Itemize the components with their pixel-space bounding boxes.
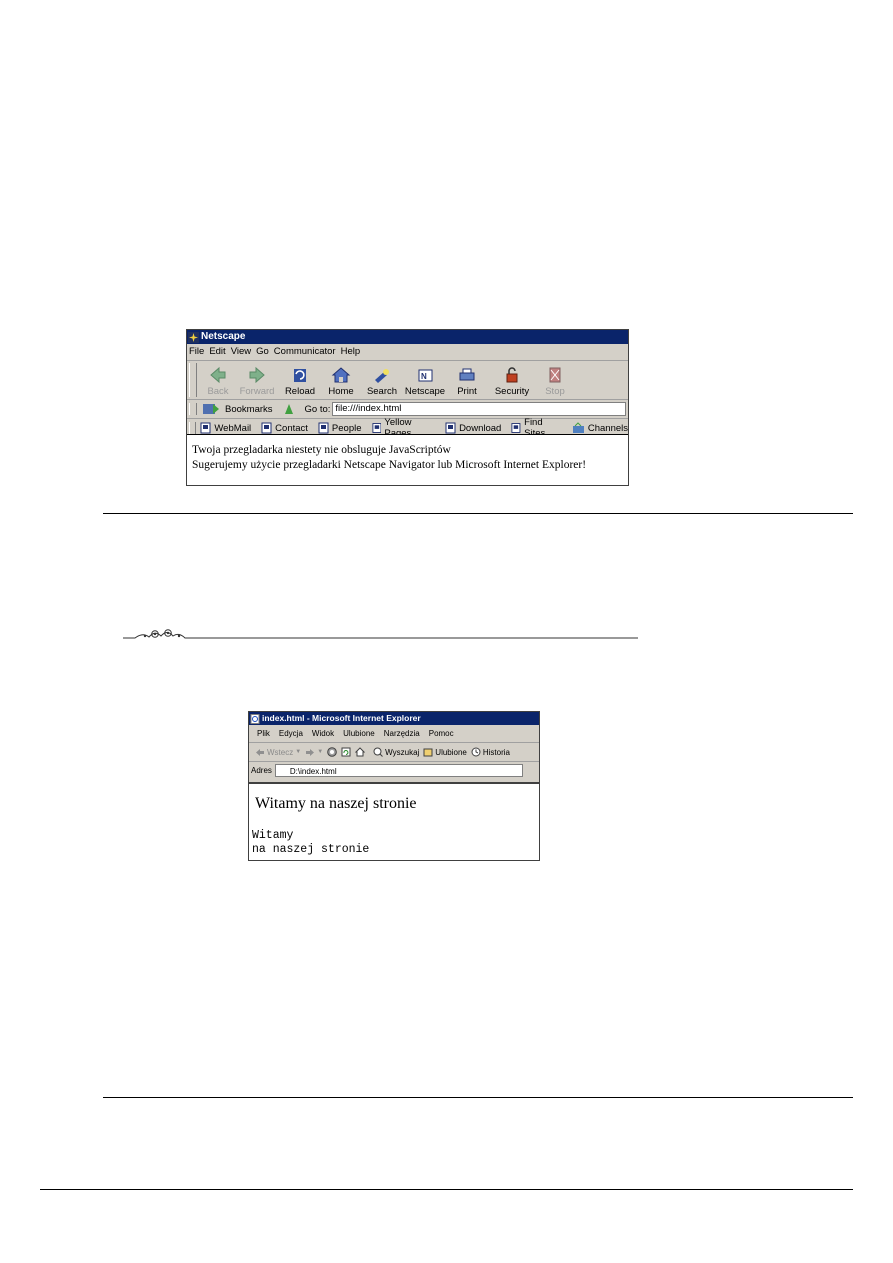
goto-label: Go to: bbox=[304, 403, 331, 415]
menu-edycja[interactable]: Edycja bbox=[278, 729, 303, 738]
history-clock-icon bbox=[471, 747, 481, 757]
favorites-folder-icon bbox=[423, 747, 433, 757]
pre-line-1: Witamy bbox=[252, 829, 294, 842]
reload-button[interactable]: Reload bbox=[279, 361, 321, 399]
address-input[interactable]: D:\index.html bbox=[275, 764, 523, 777]
bookmark-page-icon bbox=[200, 422, 211, 434]
back-arrow-icon bbox=[208, 365, 228, 385]
netscape-n-icon bbox=[415, 365, 435, 385]
personal-find-sites[interactable]: Find bbox=[511, 417, 562, 439]
security-button[interactable]: Security bbox=[487, 361, 537, 399]
netscape-button[interactable]: N Netscape bbox=[403, 361, 447, 399]
back-button[interactable]: Back bbox=[201, 361, 235, 399]
netscape-logo-icon bbox=[188, 332, 199, 343]
home-button[interactable]: Home bbox=[321, 361, 361, 399]
location-grip[interactable] bbox=[189, 403, 197, 415]
stop-icon bbox=[545, 365, 565, 385]
home-button[interactable] bbox=[355, 747, 365, 757]
reload-icon bbox=[290, 365, 310, 385]
bookmark-page-icon bbox=[372, 422, 382, 434]
page-rule-top bbox=[103, 513, 853, 514]
bookmark-page-icon bbox=[445, 422, 456, 434]
bookmark-page-icon bbox=[261, 422, 272, 434]
menu-ulubione[interactable]: Ulubione bbox=[343, 729, 375, 738]
ie-document-area bbox=[249, 782, 539, 860]
menu-widok[interactable]: Widok bbox=[311, 729, 335, 738]
page-heading: Witamy na naszej stronie bbox=[255, 795, 417, 812]
chevron-down-icon[interactable]: ▼ bbox=[295, 749, 302, 755]
history-button[interactable]: Historia bbox=[471, 747, 510, 757]
page-rule-middle bbox=[103, 1097, 853, 1098]
back-arrow-icon bbox=[255, 748, 265, 757]
search-globe-icon bbox=[373, 747, 383, 757]
location-input[interactable]: file:///index.html bbox=[332, 402, 626, 416]
padlock-icon bbox=[502, 365, 522, 385]
pre-line-2: na naszej stronie bbox=[252, 843, 370, 856]
svg-text:N: N bbox=[421, 372, 427, 381]
stop-button[interactable] bbox=[327, 747, 337, 757]
menu-file[interactable]: File bbox=[189, 346, 205, 357]
home-icon bbox=[331, 365, 351, 385]
back-button[interactable]: Wstecz ▼ bbox=[255, 748, 301, 757]
bookmarks-icon[interactable] bbox=[201, 402, 223, 416]
netscape-titlebar bbox=[187, 330, 628, 344]
personal-people[interactable]: People bbox=[318, 422, 362, 434]
window-title: index.html - Microsoft Internet Explorer bbox=[262, 713, 421, 723]
bookmark-page-icon bbox=[318, 422, 329, 434]
netscape-navigation-toolbar bbox=[187, 361, 628, 400]
search-button[interactable]: Wyszukaj bbox=[373, 747, 419, 757]
bookmarks-button[interactable]: Bookmarks bbox=[225, 403, 273, 415]
page-proxy-icon[interactable] bbox=[283, 402, 295, 416]
search-flashlight-icon bbox=[372, 365, 392, 385]
personal-yellow-pages[interactable]: Yellow bbox=[372, 417, 436, 439]
no-javascript-message: Twoja przegladarka niestety nie obsluguje JavaScriptów bbox=[192, 444, 451, 456]
ornamental-divider-icon bbox=[123, 627, 638, 643]
menu-view[interactable]: View bbox=[230, 346, 252, 357]
ie-standard-toolbar bbox=[249, 743, 539, 762]
netscape-window bbox=[186, 329, 629, 486]
search-button[interactable]: Search bbox=[361, 361, 403, 399]
forward-button[interactable]: Forward bbox=[235, 361, 279, 399]
netscape-document-area bbox=[187, 434, 628, 485]
channels-icon bbox=[572, 422, 585, 434]
ie-window bbox=[248, 711, 540, 861]
menu-help[interactable]: Help bbox=[340, 346, 361, 357]
forward-button[interactable] bbox=[305, 748, 323, 757]
favorites-button[interactable]: Ulubione bbox=[423, 747, 467, 757]
personal-download[interactable]: Download bbox=[445, 422, 501, 434]
browser-suggestion-message: Sugerujemy użycie przegladarki Netscape Navigator lub Microsoft Internet Explorer! bbox=[192, 459, 587, 471]
personal-webmail[interactable]: WebMail bbox=[200, 422, 251, 434]
print-button[interactable]: Print bbox=[447, 361, 487, 399]
refresh-button[interactable] bbox=[341, 747, 351, 757]
address-label: Adres bbox=[251, 765, 272, 775]
ie-titlebar bbox=[249, 712, 539, 725]
ie-address-bar bbox=[249, 762, 539, 778]
menu-plik[interactable]: Plik bbox=[257, 729, 270, 738]
menu-communicator[interactable]: Communicator bbox=[273, 346, 336, 357]
menu-pomoc[interactable]: Pomoc bbox=[428, 729, 454, 738]
printer-icon bbox=[457, 365, 477, 385]
netscape-menubar bbox=[187, 344, 628, 361]
personal-contact[interactable]: Contact bbox=[261, 422, 308, 434]
forward-arrow-icon bbox=[305, 748, 315, 757]
preformatted-text bbox=[252, 829, 369, 857]
stop-icon bbox=[327, 747, 337, 757]
ie-page-icon bbox=[250, 714, 260, 724]
refresh-icon bbox=[341, 747, 351, 757]
bookmark-page-icon bbox=[511, 422, 521, 434]
forward-arrow-icon bbox=[247, 365, 267, 385]
stop-button[interactable]: Stop bbox=[537, 361, 573, 399]
page-rule-footer bbox=[40, 1189, 853, 1190]
personal-grip[interactable] bbox=[189, 422, 196, 434]
menu-narzedzia[interactable]: Narzędzia bbox=[383, 729, 420, 738]
menu-go[interactable]: Go bbox=[256, 346, 269, 357]
ie-menubar bbox=[249, 725, 539, 743]
home-icon bbox=[355, 747, 365, 757]
personal-channels[interactable]: Channels bbox=[572, 422, 628, 434]
window-title: Netscape bbox=[201, 331, 246, 342]
toolbar-grip[interactable] bbox=[189, 363, 197, 397]
menu-edit[interactable]: Edit bbox=[209, 346, 226, 357]
chevron-down-icon[interactable]: ▼ bbox=[317, 749, 324, 755]
